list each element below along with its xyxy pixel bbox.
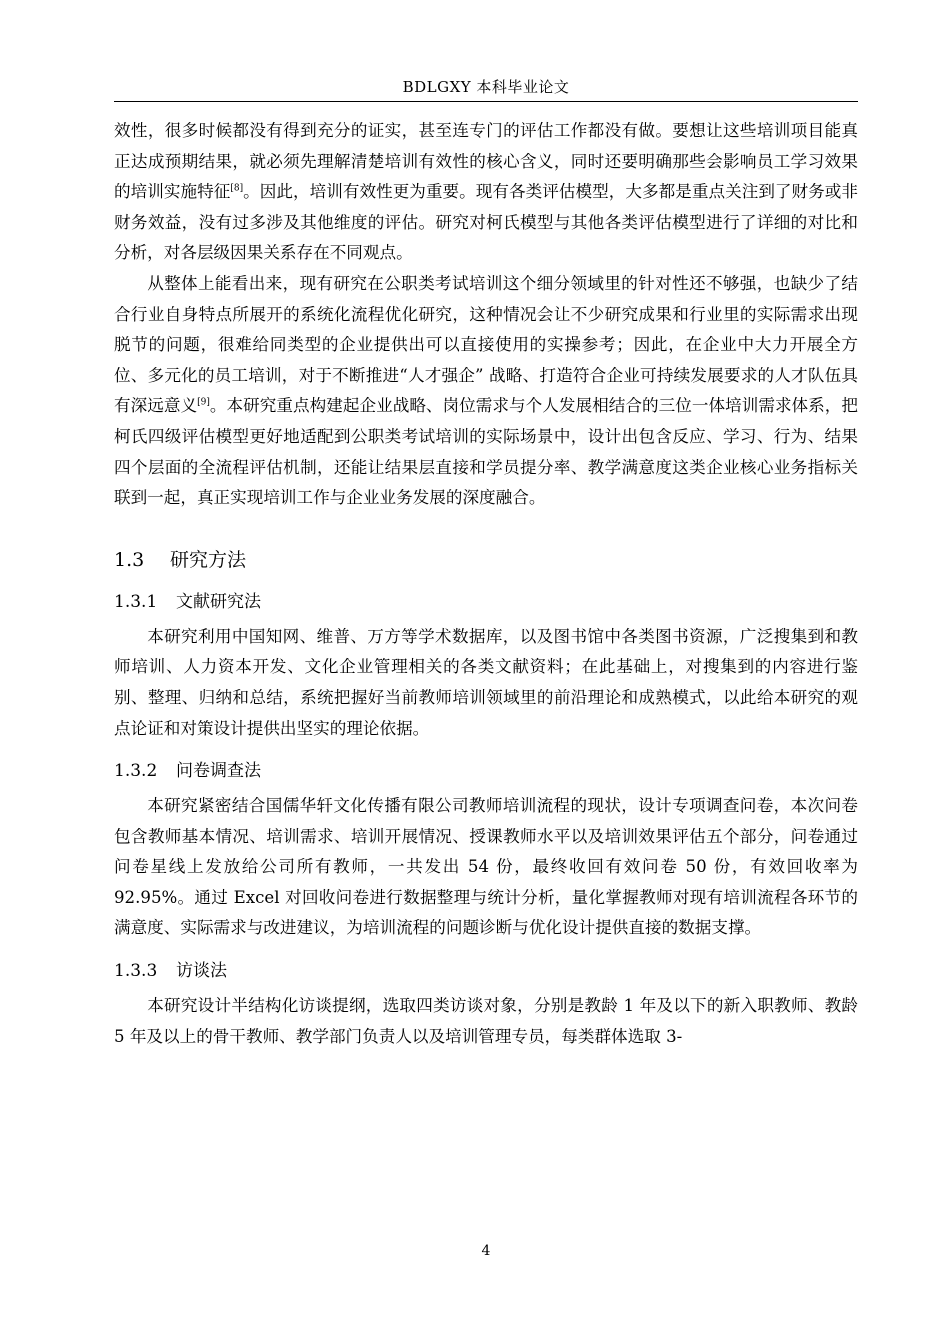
subsection-text-3: 本研究设计半结构化访谈提纲，选取四类访谈对象，分别是教龄 1 年及以下的新入职教师、教龄 5 年及以上的骨干教师、教学部门负责人以及培训管理专员，每类群体选取 3- bbox=[114, 996, 858, 1046]
paragraph-2: 从整体上能看出来，现有研究在公职类考试培训这个细分领域里的针对性还不够强，也缺少了结合行业自身特点所展开的系统化流程优化研究，这种情况会让不少研究成果和行业里的实际需求出现脱节的问题，很难给同类型的企业提供出可以直接使用的实操参考；因此，在企业中大力开展全方位、多元化的员工培训，对于不断推进“人才强企” 战略、打造符合企业可持续发展要求的人才队伍具有深远意义[9]。本研究重点构建起企业战略、岗位需求与个人发展相结合的三位一体培训需求体系，把柯氏四级评估模型更好地适配到公职类考试培训的实际场景中，设计出包含反应、学习、行为、结果四个层面的全流程评估机制，还能让结果层直接和学员提分率、教学满意度这类企业核心业务指标关联到一起，真正实现培训工作与企业业务发展的深度融合。 bbox=[114, 273, 859, 508]
citation-8: [8] bbox=[230, 183, 244, 194]
subsection-heading-3: 1.3.3 访谈法 bbox=[114, 961, 227, 982]
page-body bbox=[114, 116, 858, 1052]
header-rule bbox=[114, 101, 858, 102]
subsection-heading-1: 1.3.1 文献研究法 bbox=[114, 591, 261, 612]
subsection-text-1: 本研究利用中国知网、维普、万方等学术数据库，以及图书馆中各类图书资源，广泛搜集到和教师培训、人力资本开发、文化企业管理相关的各类文献资料；在此基础上，对搜集到的内容进行鉴别、整理、归纳和总结，系统把握好当前教师培训领域里的前沿理论和成熟模式，以此给本研究的观点论证和对策设计提供出坚实的理论依据。 bbox=[114, 626, 858, 738]
running-header: BDLGXY 本科毕业论文 bbox=[402, 78, 570, 96]
section-title: 研究方法 bbox=[170, 548, 247, 571]
subsection-heading-2: 1.3.2 问卷调查法 bbox=[114, 761, 261, 782]
section-number: 1.3 bbox=[114, 548, 145, 571]
subsection-text-2: 本研究紧密结合国儒华轩文化传播有限公司教师培训流程的现状，设计专项调查问卷，本次问卷包含教师基本情况、培训需求、培训开展情况、授课教师水平以及培训效果评估五个部分，问卷通过问卷星线上发放给公司所有教师，一共发出 54 份，最终收回有效问卷 50 份，有效回收率为 92.95%。通过 Excel 对回收问卷进行数据整理与统计分析，量化掌握教师对现有培训流程各环节的满意度、实际需求与改进建议，为培训流程的问题诊断与优化设计提供直接的数据支撑。 bbox=[114, 796, 858, 938]
page-number: 4 bbox=[481, 1243, 491, 1259]
section-heading bbox=[114, 545, 858, 575]
paragraph-1: 效性，很多时候都没有得到充分的证实，甚至连专门的评估工作都没有做。要想让这些培训项目能真正达成预期结果，就必须先理解清楚培训有效性的核心含义，同时还要明确那些会影响员工学习效果的培训实施特征[8]。因此，培训有效性更为重要。现有各类评估模型，大多都是重点关注到了财务或非财务效益，没有过多涉及其他维度的评估。研究对柯氏模型与其他各类评估模型进行了详细的对比和分析，对各层级因果关系存在不同观点。 bbox=[114, 121, 859, 263]
citation-9: [9] bbox=[197, 397, 210, 408]
